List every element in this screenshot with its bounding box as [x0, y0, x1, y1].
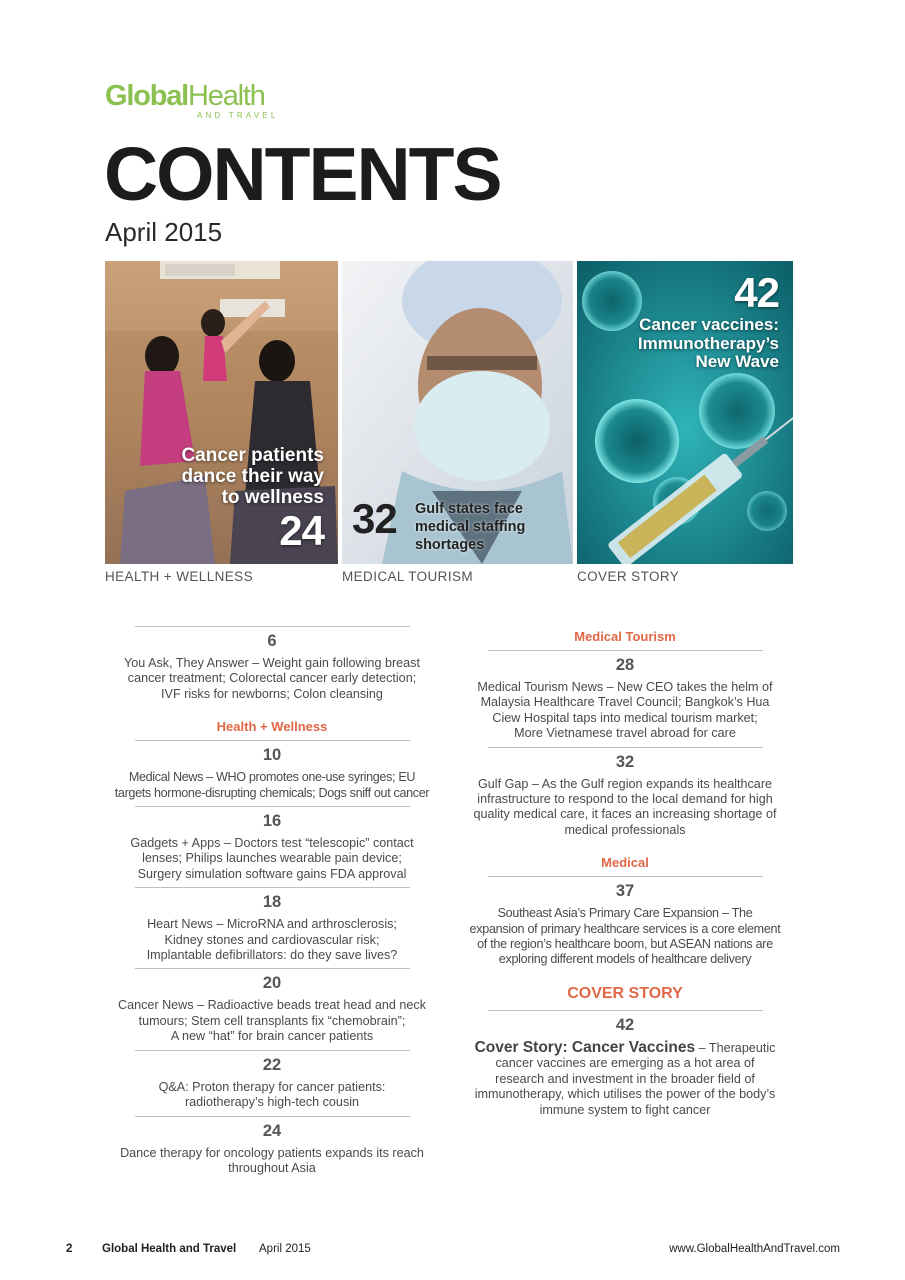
toc-desc-line: A new “hat” for brain cancer patients	[170, 1029, 374, 1044]
toc-desc-line: Q&A: Proton therapy for cancer patients:	[158, 1079, 386, 1094]
toc-page-number: 37	[615, 882, 635, 901]
divider	[135, 968, 410, 969]
caption-health-wellness: HEALTH + WELLNESS	[105, 569, 253, 584]
toc-desc-line: Ciew Hospital taps into medical tourism market;	[492, 710, 758, 725]
gulf-headline-line1: Gulf states face	[415, 501, 523, 517]
toc-desc-line: Dance therapy for oncology patients expands its reach	[120, 1145, 424, 1160]
toc-page-number: 10	[262, 746, 282, 765]
toc-entry-32[interactable]	[455, 747, 795, 839]
divider	[488, 650, 763, 651]
toc-desc-line: – Therapeutic	[695, 1040, 776, 1055]
toc-entry-22[interactable]	[100, 1050, 444, 1111]
toc-desc-line: IVF risks for newborns; Colon cleansing	[161, 686, 383, 701]
vaccine-page-number: 42	[734, 269, 779, 316]
toc-page-number: 20	[262, 974, 282, 993]
gulf-page-number: 32	[352, 495, 397, 542]
toc-desc-line: targets hormone-disrupting chemicals; Dogs sniff out cancer	[114, 785, 430, 800]
toc-desc-line: immunotherapy, which utilises the power of the body’s	[474, 1087, 776, 1102]
toc-entry-10[interactable]	[100, 740, 444, 801]
toc-desc-line: Medical Tourism News – New CEO takes the helm of	[477, 680, 773, 694]
toc-entry-37[interactable]	[455, 876, 795, 968]
divider	[135, 887, 410, 888]
toc-desc-line: More Vietnamese travel abroad for care	[514, 726, 736, 741]
toc-desc-line: Kidney stones and cardiovascular risk;	[164, 932, 380, 947]
toc-page-number: 24	[262, 1121, 282, 1140]
divider	[135, 1050, 410, 1051]
toc-desc-line: expansion of primary healthcare services is a core element	[469, 921, 781, 936]
toc-page-number: 32	[615, 752, 635, 771]
toc-entry-42[interactable]	[455, 1010, 795, 1118]
section-heading-medical: Medical	[601, 855, 649, 871]
toc-entry-24[interactable]	[100, 1116, 444, 1177]
feature-photo-dance[interactable]	[105, 261, 338, 564]
footer-magazine-name: Global Health and Travel	[102, 1243, 237, 1255]
toc-desc-line: research and investment in the broader field of	[495, 1071, 755, 1086]
divider	[488, 1010, 763, 1011]
feature-photo-vaccine[interactable]	[577, 261, 793, 564]
page-title: CONTENTS	[104, 132, 501, 216]
toc-entry-6[interactable]	[100, 626, 444, 702]
gulf-headline-line3: shortages	[415, 537, 485, 553]
toc-page-number: 18	[262, 893, 282, 912]
toc-desc-line: immune system to fight cancer	[539, 1102, 711, 1117]
toc-desc-line: Medical News – WHO promotes one-use syringes; EU	[128, 770, 416, 785]
gulf-headline-line2: medical staffing	[415, 519, 526, 535]
contents-right-column	[455, 626, 795, 1118]
issue-date: April 2015	[105, 217, 223, 247]
toc-desc-line: Southeast Asia’s Primary Care Expansion – The	[497, 906, 753, 921]
toc-desc-line: You Ask, They Answer – Weight gain following breast	[124, 656, 420, 670]
toc-desc-line: tumours; Stem cell transplants fix “chemobrain”;	[138, 1013, 406, 1028]
footer-website-link[interactable]: www.GlobalHealthAndTravel.com	[669, 1243, 840, 1255]
vaccine-headline-line1: Cancer vaccines:	[639, 315, 779, 334]
toc-desc-line: radiotherapy’s high-tech cousin	[184, 1095, 360, 1110]
dance-page-number: 24	[279, 507, 324, 554]
toc-entry-28[interactable]	[455, 650, 795, 742]
toc-entry-18[interactable]	[100, 887, 444, 963]
vaccine-headline-line2: Immunotherapy’s	[637, 333, 779, 353]
cover-story-title: Cover Story: Cancer Vaccines	[474, 1038, 696, 1056]
logo-health: Health	[188, 80, 265, 112]
toc-desc-line: of the region’s healthcare boom, but ASEAN nations are	[477, 937, 773, 952]
divider	[488, 876, 763, 877]
dance-headline-line2: dance their way	[181, 466, 324, 487]
contents-left-column	[100, 626, 444, 1176]
toc-entry-16[interactable]	[100, 806, 444, 882]
logo	[105, 80, 305, 124]
toc-desc-line: cancer treatment; Colorectal cancer early detection;	[127, 671, 417, 686]
toc-page-number: 28	[615, 656, 635, 674]
toc-page-number: 42	[615, 1015, 635, 1034]
toc-desc-line: Gadgets + Apps – Doctors test “telescopic” contact	[130, 836, 414, 851]
divider	[135, 806, 410, 807]
toc-desc-line: Cancer News – Radioactive beads treat head and neck	[117, 998, 427, 1013]
toc-desc-line: quality medical care, it faces an increasing shortage of	[473, 807, 777, 822]
toc-desc-line: cancer vaccines are emerging as a hot area of	[495, 1056, 755, 1071]
divider	[135, 1116, 410, 1117]
feature-photo-gulf[interactable]	[342, 261, 573, 564]
dance-headline-line3: to wellness	[221, 487, 324, 508]
toc-desc-line: medical professionals	[564, 822, 686, 837]
toc-desc-line: lenses; Philips launches wearable pain device;	[142, 851, 402, 866]
caption-cover-story: COVER STORY	[577, 569, 680, 584]
section-heading-medical-tourism: Medical Tourism	[574, 629, 676, 644]
toc-page-number: 6	[267, 632, 277, 650]
toc-page-number: 16	[262, 812, 282, 831]
section-heading-cover-story: COVER STORY	[567, 984, 683, 1002]
caption-medical-tourism: MEDICAL TOURISM	[342, 569, 474, 584]
toc-desc-line: Gulf Gap – As the Gulf region expands its healthcare	[477, 776, 773, 791]
toc-desc-line: infrastructure to respond to the local demand for high	[477, 792, 773, 807]
divider	[135, 626, 410, 627]
toc-desc-line: exploring different models of healthcare delivery	[498, 952, 752, 967]
toc-page-number: 22	[262, 1055, 282, 1074]
divider	[135, 740, 410, 741]
toc-desc-line: Heart News – MicroRNA and arthrosclerosis;	[147, 917, 397, 932]
vaccine-headline-line3: New Wave	[695, 352, 779, 371]
footer-page-number: 2	[66, 1243, 73, 1255]
toc-desc-line: Implantable defibrillators: do they save lives?	[146, 948, 398, 963]
footer-date: April 2015	[259, 1243, 311, 1255]
toc-desc-line: Malaysia Healthcare Travel Council; Bangkok’s Hua	[480, 695, 770, 710]
logo-tagline: AND TRAVEL	[197, 111, 279, 120]
toc-entry-20[interactable]	[100, 968, 444, 1044]
logo-global: Global	[105, 80, 189, 112]
section-heading-health-wellness: Health + Wellness	[216, 719, 328, 735]
dance-headline-line1: Cancer patients	[181, 445, 324, 466]
divider	[488, 747, 763, 748]
toc-desc-line: Surgery simulation software gains FDA approval	[137, 866, 407, 881]
toc-desc-line: throughout Asia	[228, 1160, 316, 1175]
